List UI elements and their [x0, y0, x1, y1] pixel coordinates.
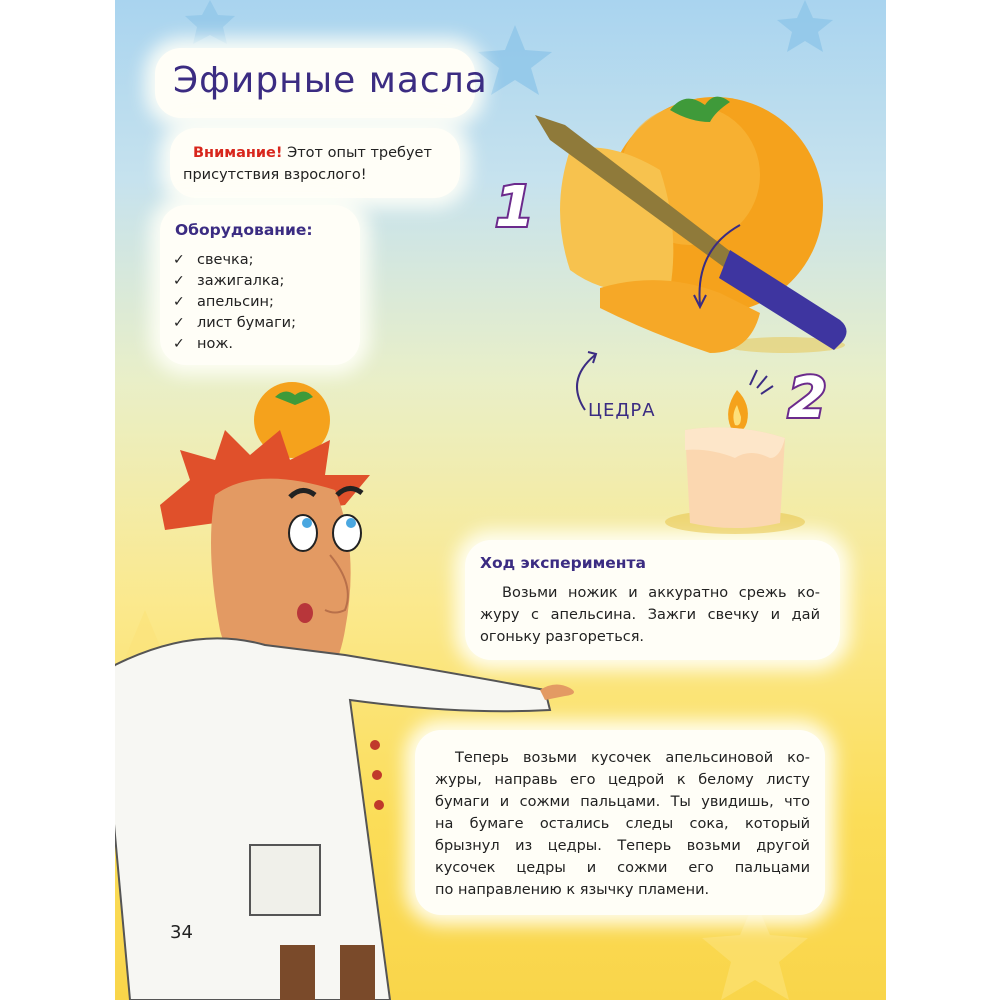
list-item: [173, 271, 296, 292]
next-step-line: бумаги и сожми пальцами. Ты увидишь, что: [435, 794, 810, 810]
orange-illustration: [475, 80, 875, 360]
warning-text-line2: присутствия взрослого!: [183, 167, 367, 183]
list-item: [173, 250, 296, 271]
next-step-line: брызнул из цедры. Теперь возьми другой: [435, 838, 810, 854]
next-step-line: Теперь возьми кусочек апельсиновой ко-: [455, 750, 810, 766]
checkmark-icon: ✓: [173, 252, 185, 268]
next-step-line: на бумаге остались следы сока, который: [435, 816, 810, 832]
procedure-line: Возьми ножик и аккуратно срежь ко-: [502, 585, 820, 601]
list-item: [173, 334, 296, 355]
checkmark-icon: ✓: [173, 294, 185, 310]
procedure-line: журу с апельсина. Зажги свечку и дай: [480, 607, 820, 623]
equipment-heading: Оборудование:: [175, 221, 313, 239]
step-number-2: 2: [788, 366, 827, 431]
list-item: [173, 292, 296, 313]
procedure-heading: Ход эксперимента: [480, 554, 646, 572]
zest-label: ЦЕДРА: [588, 400, 656, 421]
scientist-illustration: [115, 385, 575, 1000]
equipment-item: апельсин;: [197, 294, 274, 310]
equipment-item: свечка;: [197, 252, 254, 268]
warning-note: [183, 142, 453, 186]
procedure-text: [480, 582, 820, 648]
page-title: Эфирные масла: [173, 60, 488, 101]
checkmark-icon: ✓: [173, 315, 185, 331]
book-page: [115, 0, 886, 1000]
equipment-item: лист бумаги;: [197, 315, 296, 331]
page-number: 34: [170, 922, 193, 943]
list-item: [173, 313, 296, 334]
next-step-line: по направлению к язычку пламени.: [435, 882, 710, 898]
step-number-1: 1: [495, 175, 534, 240]
checkmark-icon: ✓: [173, 336, 185, 352]
next-step-line: кусочек цедры и сожми его пальцами: [435, 860, 810, 876]
checkmark-icon: ✓: [173, 273, 185, 289]
procedure-line: огоньку разгореться.: [480, 629, 645, 645]
star-shape: [185, 0, 235, 44]
star-shape: [702, 900, 808, 1000]
star-shape: [777, 0, 833, 52]
hand: [540, 684, 574, 700]
equipment-item: нож.: [197, 336, 234, 352]
warning-text-line1: Этот опыт требует: [282, 145, 432, 161]
candle-illustration: [655, 330, 805, 540]
equipment-list: [173, 250, 296, 355]
equipment-item: зажигалка;: [197, 273, 285, 289]
next-step-line: журы, направь его цедрой к белому листу: [435, 772, 810, 788]
warning-label: Внимание!: [193, 145, 283, 161]
next-step-text: [435, 747, 810, 901]
